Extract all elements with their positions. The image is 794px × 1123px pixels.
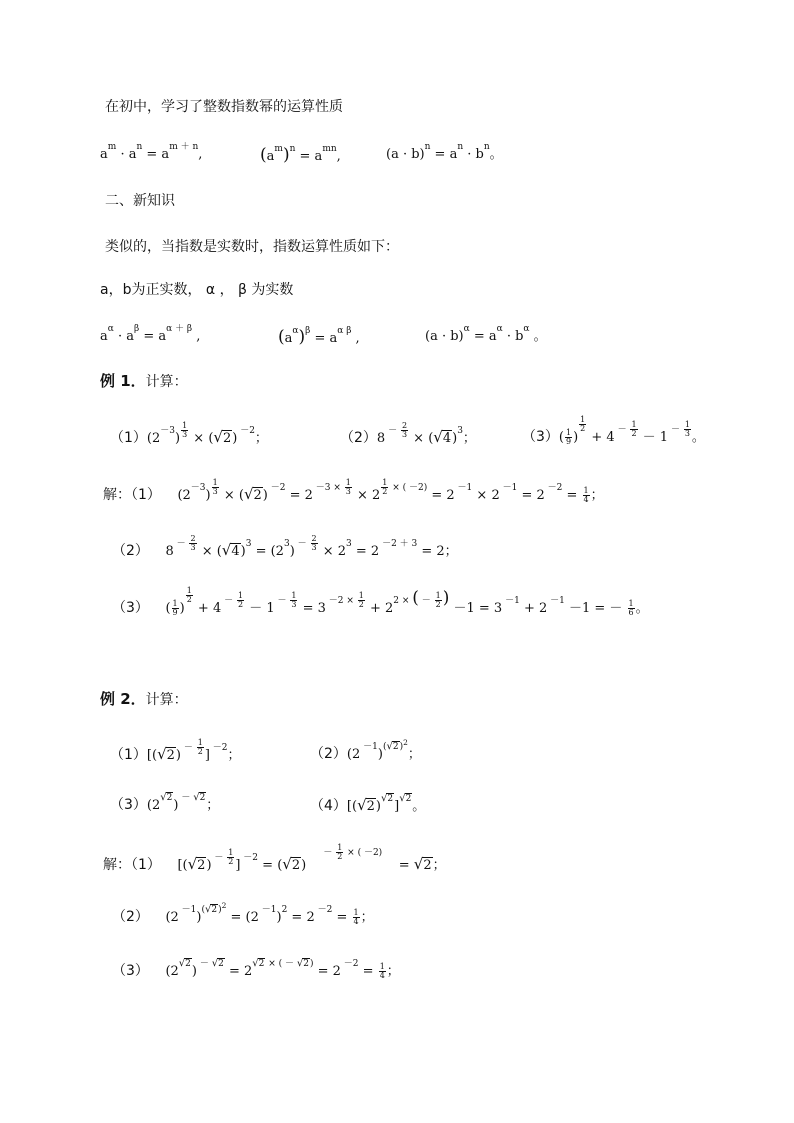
real-rule-1: $a^\alpha \cdot a^\beta = a^{\alpha + \beta}$ , [100,324,201,344]
example2-problem-4: $(4)[(√2)^{√2}]^{√2}$。 [310,793,426,814]
analog-text: 类似的，当指数是实数时，指数运算性质如下： [105,239,399,255]
example1-title: 例 1．计算： [100,372,188,390]
example1-problem-2: （2）8 $^{- \frac{2}{3}}$ × $(√4)^3$； [340,421,476,446]
solution2-line-1: 解：（1） [(√2) $^{- \frac{1}{2}}$ ] $^{-2}$ = (√2) $^{- \frac{1}{2} \times ( -2)}$ = √2； [103,843,446,873]
real-rule-3: $(a \cdot b)^\alpha = a^\alpha \cdot b^\alpha$ 。 [425,324,547,344]
example2-title: 例 2．计算： [100,690,188,708]
integer-rule-3: $(a \cdot b)^n = a^n \cdot b^n$。 [386,142,503,162]
real-rule-2: $(a^\alpha)^\beta = a^{\alpha \beta}$ , [278,326,360,347]
solution1-line-1: 解：（1） $(2^{-3})$ $^{\frac{1}{3}}$ × (√2) $^{-2}$ = 2 $^{-3 \times \frac{1}{3}}$ × 2 $^{\frac{1}{2} \times ( -2)}$ = 2 $^{-1}$ × 2 $^{-1}$ = 2 $^{-2}$ = $\frac{1}{4}$ ； [103,478,604,504]
integer-rule-2: $(a^m)^n = a^{mn}$, [260,144,341,165]
solution2-line-3: （3） $(2^{√2}) ^{- √2} = 2^{√2 \times ( - √2)} = 2$ $^{-2}$ = $\frac{1}{4}$ ； [112,958,400,980]
integer-rule-1: $a^m \cdot a^n = a^{m + n}$, [100,142,203,162]
intro-text: 在初中，学习了整数指数幂的运算性质 [105,99,343,115]
example2-problem-1: （1）[(√2) $^{- \frac{1}{2}}$ ] $^{-2}$； [110,738,241,763]
example1-problem-1: $(1)(2^{-3})$ $^{\frac{1}{3}}$ × (√2) $^{-2}$； [110,421,268,446]
conditions-text: a，b为正实数， α ， β 为实数 [100,282,294,298]
solution2-line-2: （2） (2 $^{-1}$)$^{(√2)^2}$ = (2 $^{-1}$)$^2$ = 2 $^{-2}$ = $\frac{1}{4}$ ； [112,901,374,926]
solution1-line-2: （2） 8 $^{- \frac{2}{3}}$ × $(√4)^3 = (2^3)$ $^{- \frac{2}{3}}$ × $2^3 = 2$ $^{-2 + 3}$ = 2； [112,534,458,559]
example2-problem-3: $(3)(2^{√2})$ $^{- √2}$； [110,792,220,813]
example1-problem-3: （3）( $\frac{1}{9}$ ) $^{\frac{1}{2}}$ + 4 $^{- \frac{1}{2}}$ － 1 $^{- \frac{1}{3}}$ 。 [522,415,705,446]
solution1-line-3: （3） ( $\frac{1}{9}$ ) $^{\frac{1}{2}}$ + 4 $^{- \frac{1}{2}}$ － 1 $^{- \frac{1}{3}}$ = 3 $^{-2 \times \frac{1}{2}}$ + $2^{2 \times ( - \frac{1}{2} )} -1 = 3$ $^{-1}$ + 2 $^{-1}$ －1 = － $\frac{1}{6}$ 。 [112,586,649,617]
section-heading: 二、新知识 [105,193,175,209]
example2-problem-2: （2）(2 $^{-1}$)$^{(√2)^2}$； [310,738,421,762]
